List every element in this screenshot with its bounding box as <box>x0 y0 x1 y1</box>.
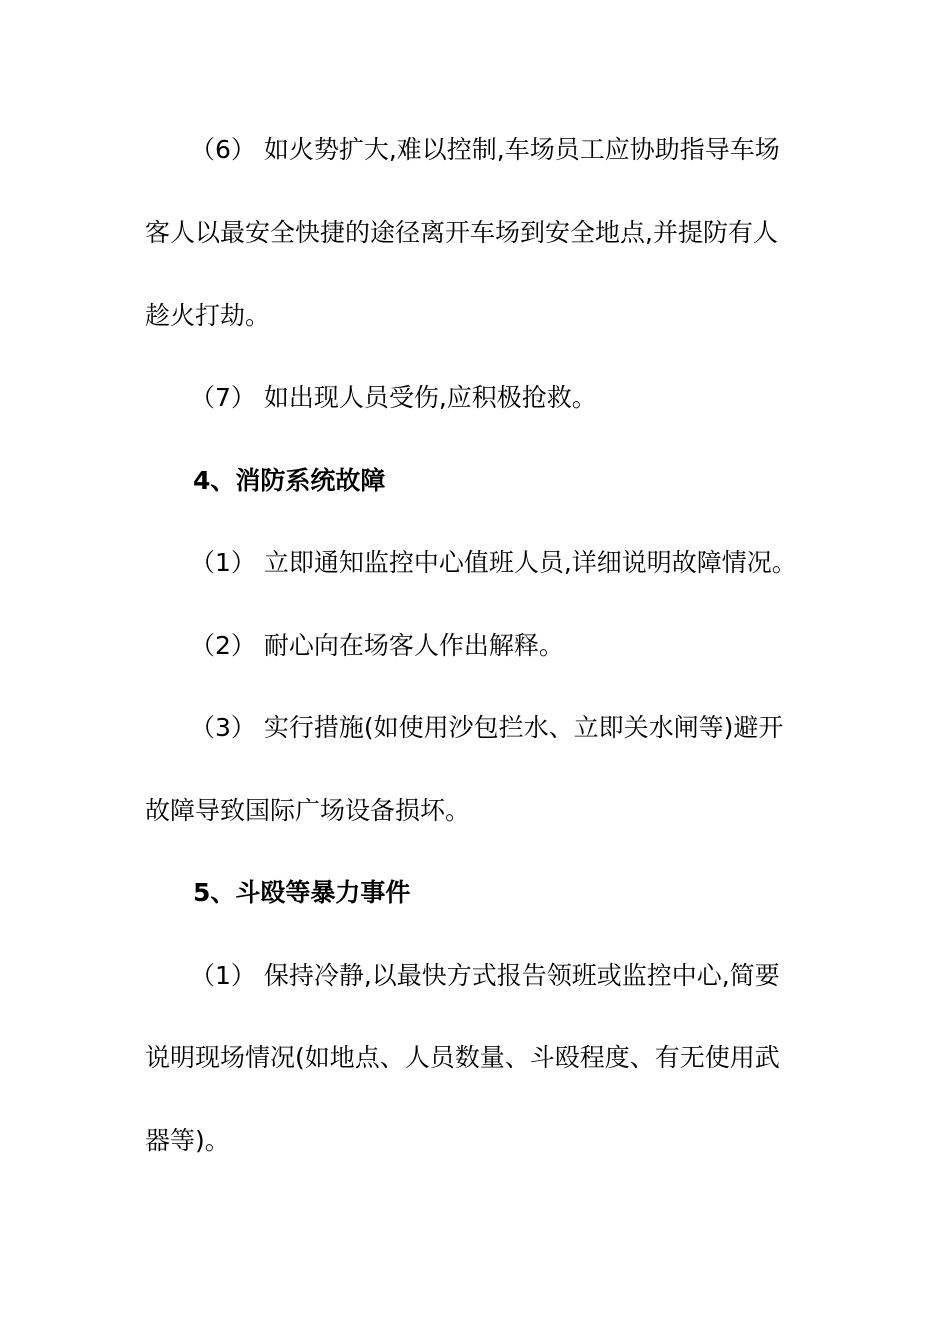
paragraph-line: （3） 实行措施(如使用沙包拦水、立即关水闸等)避开 <box>190 713 784 742</box>
paragraph-line: 故障导致国际广场设备损坏。 <box>145 796 471 825</box>
paragraph-line: （2） 耐心向在场客人作出解释。 <box>190 631 564 660</box>
paragraph-line: （1） 立即通知监控中心值班人员,详细说明故障情况。 <box>190 548 797 577</box>
paragraph-line: 客人以最安全快捷的途径离开车场到安全地点,并提防有人 <box>145 218 778 247</box>
paragraph-line: （7） 如出现人员受伤,应积极抢救。 <box>190 383 597 412</box>
paragraph-line: 趁火打劫。 <box>145 301 271 330</box>
paragraph-line: 器等)。 <box>145 1126 230 1155</box>
paragraph-line: （1） 保持冷静,以最快方式报告领班或监控中心,简要 <box>190 961 780 990</box>
section-heading: 5、斗殴等暴力事件 <box>193 878 411 907</box>
paragraph-line: （6） 如火势扩大,难以控制,车场员工应协助指导车场 <box>190 135 780 164</box>
section-heading: 4、消防系统故障 <box>193 466 386 495</box>
paragraph-line: 说明现场情况(如地点、人员数量、斗殴程度、有无使用武 <box>145 1043 780 1072</box>
